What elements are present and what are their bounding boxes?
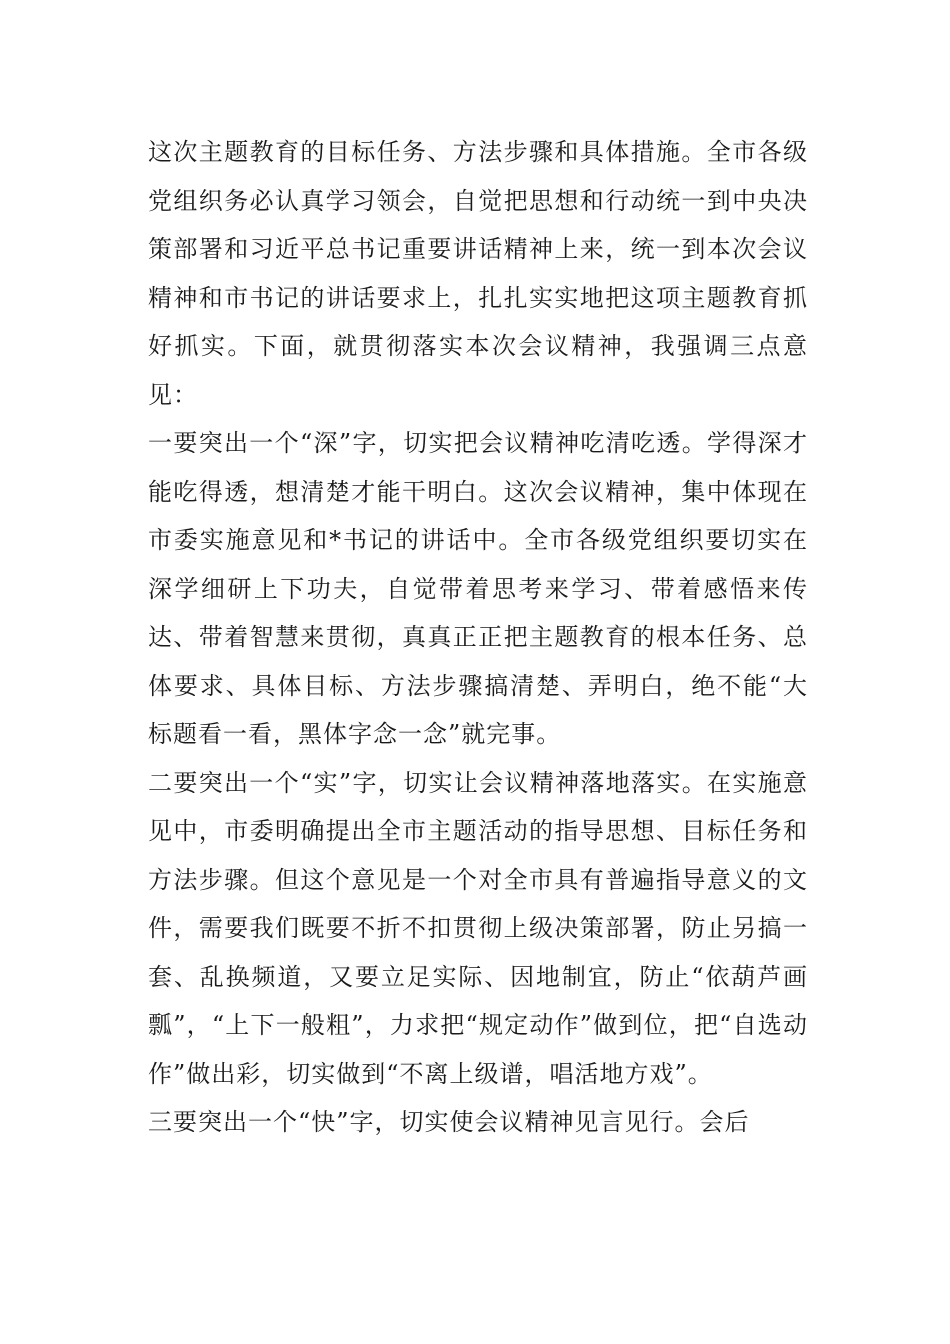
paragraph-point-one: 一要突出一个“深”字，切实把会议精神吃清吃透。学得深才能吃得透，想清楚才能干明白。这次会议精神，集中体现在市委实施意见和*书记的讲话中。全市各级党组织要切实在深学细研上下功夫，自觉带着思考来学习、带着感悟来传达、带着智慧来贯彻，真真正正把主题教育的根本任务、总体要求、具体目标、方法步骤搞清楚、弄明白，绝不能“大标题看一看，黑体字念一念”就完事。 — [148, 429, 808, 748]
document-body — [148, 128, 808, 1147]
paragraph-point-two: 二要突出一个“实”字，切实让会议精神落地落实。在实施意见中，市委明确提出全市主题活动的指导思想、目标任务和方法步骤。但这个意见是一个对全市具有普遍指导意义的文件，需要我们既要不折不扣贯彻上级决策部署，防止另搞一套、乱换频道，又要立足实际、因地制宜，防止“依葫芦画瓢”，“上下一般粗”，力求把“规定动作”做到位，把“自选动作”做出彩，切实做到“不离上级谱，唱活地方戏”。 — [148, 768, 808, 1088]
paragraph-point-three: 三要突出一个“快”字，切实使会议精神见言见行。会后 — [148, 1108, 750, 1136]
paragraph-intro: 这次主题教育的目标任务、方法步骤和具体措施。全市各级党组织务必认真学习领会，自觉把思想和行动统一到中央决策部署和习近平总书记重要讲话精神上来，统一到本次会议精神和市书记的讲话要求上，扎扎实实地把这项主题教育抓好抓实。下面，就贯彻落实本次会议精神，我强调三点意见： — [148, 138, 808, 409]
